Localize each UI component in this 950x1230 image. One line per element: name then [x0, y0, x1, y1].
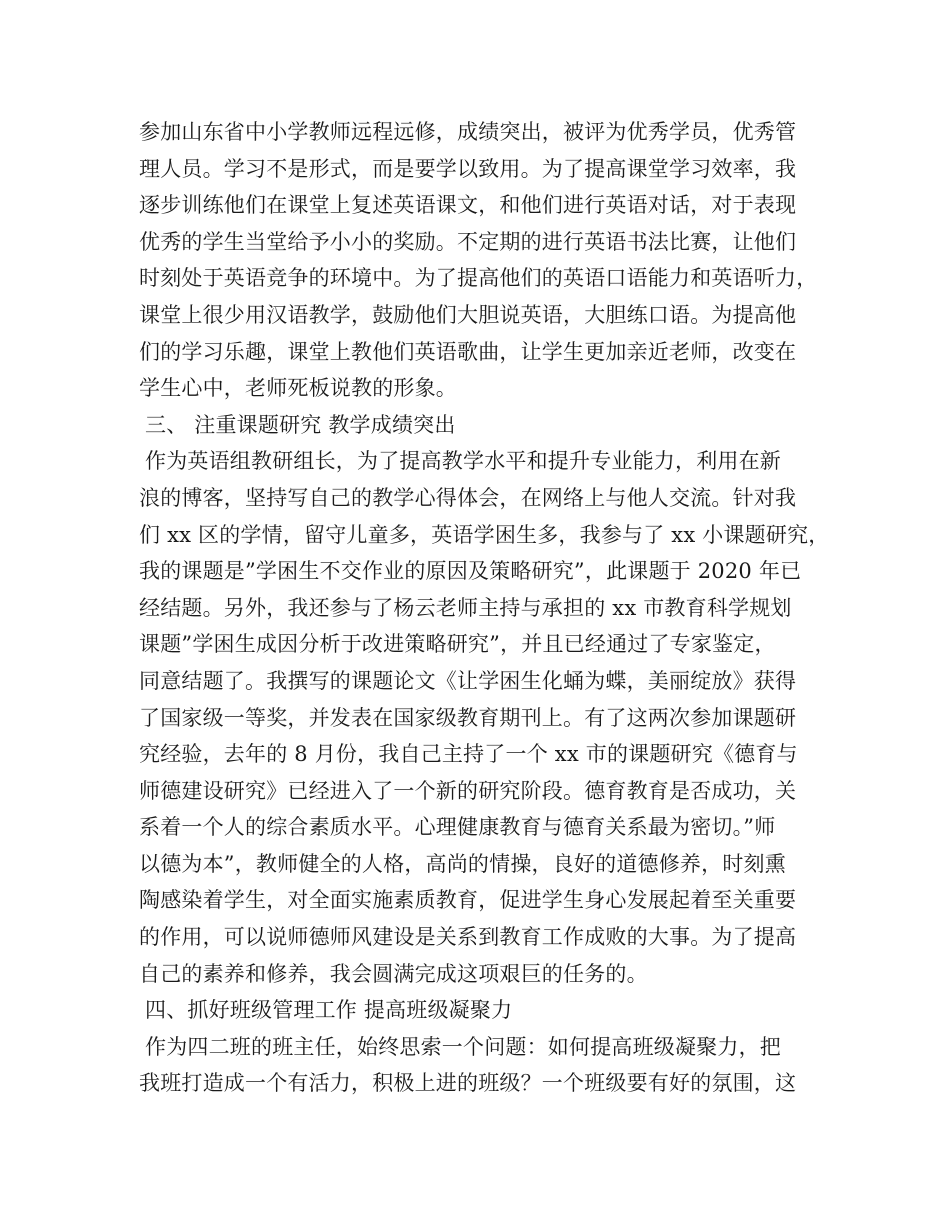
text-line: 逐步训练他们在课堂上复述英语课文，和他们进行英语对话，对于表现 [139, 193, 797, 218]
text-line: 以德为本”，教师健全的人格，高尚的情操，良好的道德修养，时刻熏 [139, 851, 786, 876]
section-heading: 三、 注重课题研究 教学成绩突出 [145, 412, 456, 437]
text-line: 同意结题了。我撰写的课题论文《让学困生化蛹为蝶，美丽绽放》获得 [139, 668, 797, 693]
document-body [139, 114, 839, 1102]
text-line: 我班打造成一个有活力，积极上进的班级？一个班级要有好的氛围，这 [139, 1071, 797, 1096]
text-line: 理人员。学习不是形式，而是要学以致用。为了提高课堂学习效率，我 [139, 156, 797, 181]
text-line: 课题”学困生成因分析于改进策略研究”，并且已经通过了专家鉴定， [139, 632, 776, 657]
text-line: 参加山东省中小学教师远程远修，成绩突出，被评为优秀学员，优秀管 [139, 120, 797, 144]
text-line: 时刻处于英语竞争的环境中。为了提高他们的英语口语能力和英语听力， [139, 266, 818, 291]
text-line: 系着一个人的综合素质水平。心理健康教育与德育关系最为密切。”师 [139, 815, 776, 840]
text-line: 陶感染着学生，对全面实施素质教育，促进学生身心发展起着至关重要 [139, 888, 797, 913]
text-line: 作为英语组教研组长，为了提高教学水平和提升专业能力，利用在新 [145, 449, 781, 474]
text-line: 优秀的学生当堂给予小小的奖励。不定期的进行英语书法比赛，让他们 [139, 229, 797, 254]
text-line: 学生心中，老师死板说教的形象。 [139, 376, 457, 401]
text-line: 们 xx 区的学情，留守儿童多，英语学困生多，我参与了 xx 小课题研究， [139, 522, 830, 547]
text-line: 经结题。另外，我还参与了杨云老师主持与承担的 xx 市教育科学规划 [139, 595, 792, 620]
text-line: 的作用，可以说师德师风建设是关系到教育工作成败的大事。为了提高 [139, 925, 797, 950]
text-line: 作为四二班的班主任，始终思索一个问题：如何提高班级凝聚力，把 [145, 1034, 781, 1059]
text-line: 了国家级一等奖，并发表在国家级教育期刊上。有了这两次参加课题研 [139, 705, 797, 730]
text-line: 师德建设研究》已经进入了一个新的研究阶段。德育教育是否成功，关 [139, 778, 797, 803]
text-line: 我的课题是”学困生不交作业的原因及策略研究”，此课题于 2020 年已 [139, 559, 802, 584]
text-line: 自己的素养和修养，我会圆满完成这项艰巨的任务的。 [139, 961, 648, 986]
section-heading: 四、抓好班级管理工作 提高班级凝聚力 [145, 998, 513, 1023]
text-line: 课堂上很少用汉语教学，鼓励他们大胆说英语，大胆练口语。为提高他 [139, 302, 797, 327]
text-line: 浪的博客，坚持写自己的教学心得体会，在网络上与他人交流。针对我 [139, 485, 797, 510]
text-line: 们的学习乐趣，课堂上教他们英语歌曲，让学生更加亲近老师，改变在 [139, 339, 797, 364]
text-line: 究经验，去年的 8 月份，我自己主持了一个 xx 市的课题研究《德育与 [139, 742, 798, 767]
